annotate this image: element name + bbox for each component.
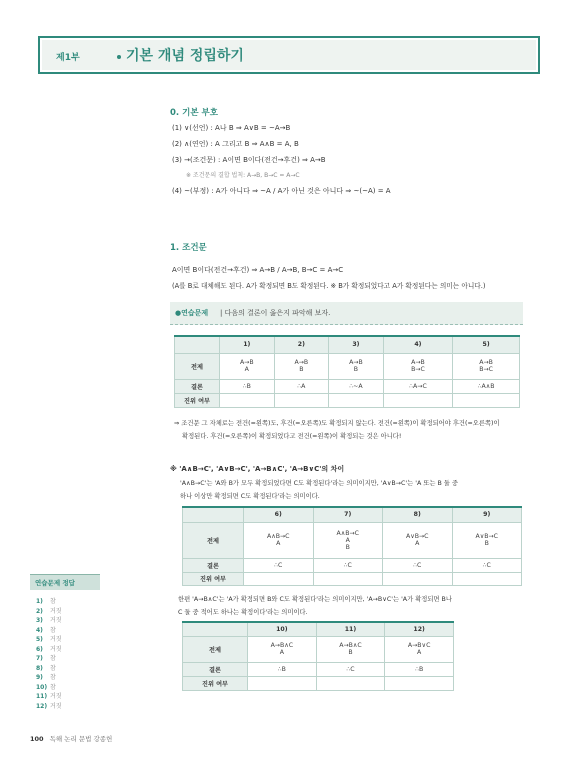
table3-cell: A→B∨C A xyxy=(385,636,454,662)
table3-header: 12) xyxy=(385,622,454,636)
answer-item: 2) 거짓 xyxy=(36,607,62,615)
diff-line-1: 'A∧B→C'는 'A와 B가 모두 확정되었다면 C도 확정된다'라는 의미이지만, 'A∨B→C'는 'A 또는 B 둘 중 xyxy=(180,480,458,487)
chapter-header xyxy=(38,36,540,74)
sec0-note: ※ 조건문의 결합 법칙: A→B, B→C = A→C xyxy=(186,172,300,179)
table2-header: 9) xyxy=(452,507,522,522)
table1-cell: A→B A xyxy=(220,353,275,379)
table3-header: 10) xyxy=(248,622,317,636)
exercise-table-2 xyxy=(182,506,522,586)
answer-sidebar-title: 연습문제 정답 xyxy=(30,574,100,590)
table2-answer-cell[interactable] xyxy=(313,572,383,585)
sec0-item-4: (4) ~(부정) : A가 아니다 ⇒ ~A / A가 아닌 것은 아니다 ⇒ ~(~A) = A xyxy=(172,187,391,195)
table1-header: 4) xyxy=(383,336,453,353)
answer-item: 10) 참 xyxy=(36,683,56,691)
table2-header: 7) xyxy=(313,507,383,522)
table2-cell: ∴C xyxy=(244,558,314,572)
chapter-title: 기본 개념 정립하기 xyxy=(126,48,244,64)
table2-cell: ∴C xyxy=(383,558,453,572)
table3-row-label: 진위 여부 xyxy=(183,676,248,690)
section-0-title: 0. 기본 부호 xyxy=(170,108,218,118)
table1-row-label: 전제 xyxy=(175,353,220,379)
diff2-line-2: C 둘 중 적어도 하나는 확정이다'라는 의미이다. xyxy=(178,609,308,616)
diff-line-2: 하나 이상만 확정되면 C도 확정된다'라는 의미이다. xyxy=(180,493,320,500)
table1-row-label: 결론 xyxy=(175,379,220,393)
exercise-instruction: | 다음의 결론이 옳은지 파악해 보자. xyxy=(220,309,331,317)
table1-answer-cell[interactable] xyxy=(453,393,520,407)
page-number: 100 xyxy=(30,735,44,743)
exercise-table-1 xyxy=(174,335,520,408)
book-title: 독해 논리 문법 강종헌 xyxy=(49,735,113,743)
sec1-line-2: (A를 B로 대체해도 된다. A가 확정되면 B도 확정된다. ※ B가 확정되었다고 A가 확정된다는 의미는 아니다.) xyxy=(172,282,486,290)
exercise-banner xyxy=(170,302,523,325)
chapter-part: 제1부 xyxy=(56,53,80,63)
chapter-header-bg xyxy=(42,40,536,70)
table3-cell: ∴B xyxy=(248,662,317,676)
table3-cell: ∴B xyxy=(385,662,454,676)
table2-cell: A∨B→C B xyxy=(452,522,522,558)
table1-cell: ∴A→C xyxy=(383,379,453,393)
table2-corner xyxy=(183,507,244,522)
sec1-line-1: A이면 B이다(전건→후건) ⇒ A→B / A→B, B→C = A→C xyxy=(172,266,344,274)
answer-item: 3) 거짓 xyxy=(36,617,62,624)
table1-header: 3) xyxy=(329,336,384,353)
exercise-table-3 xyxy=(182,621,454,691)
answer-item: 8) 참 xyxy=(36,664,56,672)
exercise-label: ●연습문제 xyxy=(175,309,209,317)
table1-cell: A→B B→C xyxy=(383,353,453,379)
table2-cell: A∨B→C A xyxy=(383,522,453,558)
table2-cell: A∧B→C A B xyxy=(313,522,383,558)
table1-cell: A→B B→C xyxy=(453,353,520,379)
table3-row-label: 전제 xyxy=(183,636,248,662)
table1-header: 5) xyxy=(453,336,520,353)
table3-cell: A→B∧C B xyxy=(316,636,385,662)
answer-item: 7) 참 xyxy=(36,655,56,662)
table1-cell: ∴A∧B xyxy=(453,379,520,393)
table1-answer-cell[interactable] xyxy=(220,393,275,407)
section-1-title: 1. 조건문 xyxy=(170,243,207,253)
answer-sidebar xyxy=(30,574,100,710)
table1-answer-cell[interactable] xyxy=(274,393,329,407)
table1-row-label: 진위 여부 xyxy=(175,393,220,407)
table1-answer-cell[interactable] xyxy=(383,393,453,407)
table3-corner xyxy=(183,622,248,636)
table2-answer-cell[interactable] xyxy=(383,572,453,585)
table2-cell: ∴C xyxy=(313,558,383,572)
table1-cell: A→B B xyxy=(329,353,384,379)
table2-row-label: 전제 xyxy=(183,522,244,558)
table3-answer-cell[interactable] xyxy=(316,676,385,690)
table1-header: 2) xyxy=(274,336,329,353)
table2-answer-cell[interactable] xyxy=(244,572,314,585)
header-bullet-icon xyxy=(117,55,121,59)
table1-cell: ∴~A xyxy=(329,379,384,393)
sec0-item-3: (3) →(조건문) : A이면 B이다(전건→후건) ⇒ A→B xyxy=(172,156,326,164)
answer-item: 1) 참 xyxy=(36,598,56,605)
table2-header: 6) xyxy=(244,507,314,522)
table3-answer-cell[interactable] xyxy=(248,676,317,690)
table2-cell: ∴C xyxy=(452,558,522,572)
table1-corner xyxy=(175,336,220,353)
table3-cell: A→B∧C A xyxy=(248,636,317,662)
table3-header: 11) xyxy=(316,622,385,636)
arrow-note-line-2: 확정된다. 후건(=오른쪽)이 확정되었다고 전건(=왼쪽)이 확정되는 것은 아니다! xyxy=(182,433,402,440)
answer-item: 6) 거짓 xyxy=(36,645,62,653)
table3-answer-cell[interactable] xyxy=(385,676,454,690)
table2-row-label: 결론 xyxy=(183,558,244,572)
arrow-note-line-1: ⇒ 조건문 그 자체로는 전건(=왼쪽)도, 후건(=오른쪽)도 확정되지 않는다. 전건(=왼쪽)이 확정되어야 후건(=오른쪽)이 xyxy=(174,420,500,427)
answer-item: 11) 거짓 xyxy=(36,693,62,700)
table2-row-label: 진위 여부 xyxy=(183,572,244,585)
sec0-item-2: (2) ∧(연언) : A 그리고 B ⇒ A∧B = A, B xyxy=(172,140,299,148)
sec0-item-1: (1) ∨(선언) : A나 B ⇒ A∨B = ~A→B xyxy=(172,124,291,132)
table1-cell: ∴A xyxy=(274,379,329,393)
page-footer xyxy=(30,734,112,743)
table1-answer-cell[interactable] xyxy=(329,393,384,407)
answer-item: 5) 거짓 xyxy=(36,636,62,643)
table3-cell: ∴C xyxy=(316,662,385,676)
diff2-line-1: 한편 'A→B∧C'는 'A가 확정되면 B와 C도 확정된다'라는 의미이지만, 'A→B∨C'는 'A가 확정되면 B나 xyxy=(178,596,452,603)
table2-answer-cell[interactable] xyxy=(452,572,522,585)
table2-cell: A∧B→C A xyxy=(244,522,314,558)
table1-cell: A→B B xyxy=(274,353,329,379)
answer-item: 9) 참 xyxy=(36,674,56,681)
diff-title: ※ 'A∧B→C', 'A∨B→C', 'A→B∧C', 'A→B∨C'의 차이 xyxy=(170,465,345,473)
table1-header: 1) xyxy=(220,336,275,353)
table1-cell: ∴B xyxy=(220,379,275,393)
answer-item: 4) 참 xyxy=(36,626,56,634)
table3-row-label: 결론 xyxy=(183,662,248,676)
table2-header: 8) xyxy=(383,507,453,522)
answer-item: 12) 거짓 xyxy=(36,702,62,710)
